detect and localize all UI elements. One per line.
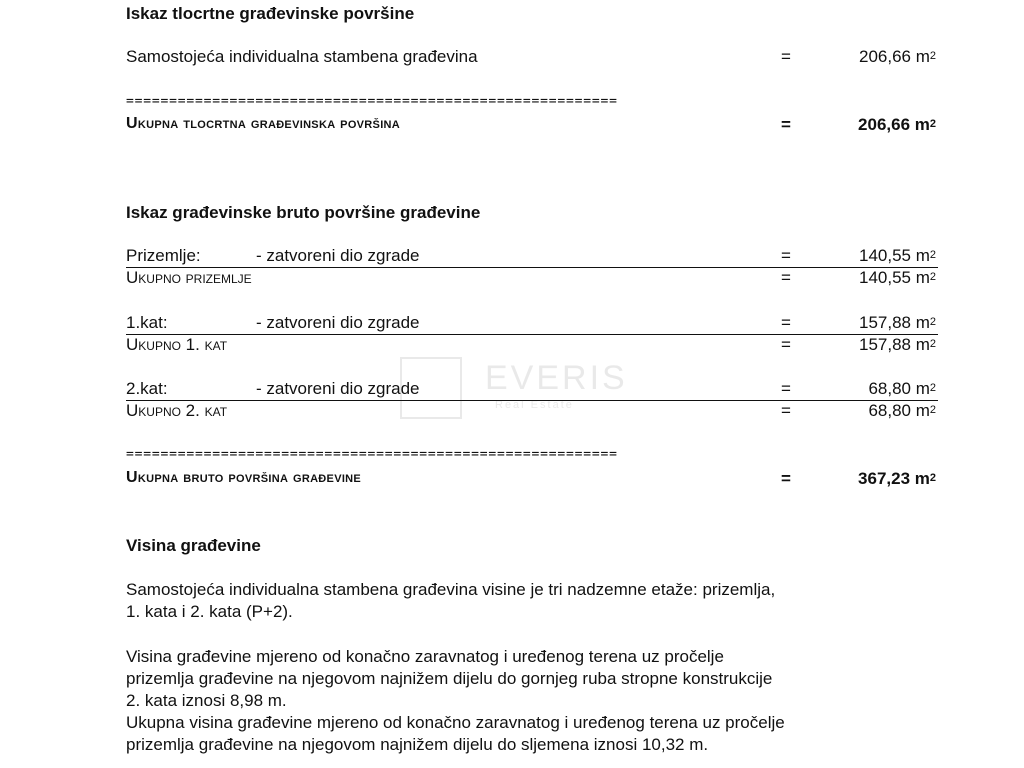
paragraph-line: prizemlja građevine na njegovom najnižem dijelu do gornjeg ruba stropne konstrukcije [126, 669, 773, 688]
row-value: 157,88 $m^2$ [858, 313, 936, 332]
row-label: Ukupno 2. kat [126, 401, 228, 420]
separator-line: ========================================================= [126, 94, 618, 109]
separator-line: ========================================================= [126, 447, 618, 462]
paragraph-line: 2. kata iznosi 8,98 m. [126, 691, 287, 710]
row-prizemlje [126, 246, 938, 270]
row-sublabel: - zatvoreni dio zgrade [256, 246, 420, 265]
row-label: Ukupno 1. kat [126, 335, 228, 354]
row-label: 2.kat: [126, 379, 168, 398]
row-equals: = [781, 246, 791, 265]
everis-watermark [400, 357, 630, 417]
row-value: 206,66 $m^2$ [858, 47, 936, 66]
row-value: 68,80 $m^2$ [868, 379, 936, 398]
row-equals: = [781, 47, 791, 66]
row-1kat [126, 313, 938, 337]
paragraph-visina [126, 646, 938, 756]
total-value: 367,23 $m^2$ [858, 469, 936, 488]
row-sublabel: - zatvoreni dio zgrade [256, 379, 420, 398]
paragraph-line: Samostojeća individualna stambena građevina visine je tri nadzemne etaže: prizemlja, [126, 580, 776, 599]
paragraph-line: 1. kata i 2. kata (P+2). [126, 602, 293, 621]
section-title-tlocrtna: Iskaz tlocrtne građevinske površine [126, 4, 415, 23]
section-title-visina: Visina građevine [126, 536, 261, 555]
row-label: 1.kat: [126, 313, 168, 332]
paragraph-line: Ukupna visina građevine mjereno od konačno zaravnatog i uređenog terena uz pročelje [126, 713, 785, 732]
total-equals: = [781, 469, 791, 488]
row-ukupno-prizemlje [126, 268, 938, 292]
row-value: 140,55 $m^2$ [858, 246, 936, 265]
paragraph-etaze [126, 579, 938, 623]
total-value: 206,66 $m^2$ [858, 115, 936, 134]
watermark-tagline: Real Estate [495, 399, 574, 411]
row-equals: = [781, 268, 791, 287]
row-label: Samostojeća individualna stambena građevina [126, 47, 478, 66]
row-samostojeca [126, 47, 938, 71]
total-label: Ukupna bruto površina građevine [126, 469, 362, 486]
row-value: 157,88 $m^2$ [858, 335, 936, 354]
total-tlocrtna-row [126, 115, 938, 139]
row-equals: = [781, 313, 791, 332]
row-sublabel: - zatvoreni dio zgrade [256, 313, 420, 332]
section-title-bruto: Iskaz građevinske bruto površine građevine [126, 203, 481, 222]
row-equals: = [781, 335, 791, 354]
watermark-name: EVERIS [485, 359, 628, 397]
row-equals: = [781, 401, 791, 420]
total-equals: = [781, 115, 791, 134]
row-equals: = [781, 379, 791, 398]
house-logo-icon [400, 357, 462, 419]
paragraph-line: Visina građevine mjereno od konačno zaravnatog i uređenog terena uz pročelje [126, 647, 724, 666]
row-label: Ukupno prizemlje [126, 268, 252, 287]
row-value: 68,80 $m^2$ [868, 401, 936, 420]
row-label: Prizemlje: [126, 246, 201, 265]
total-label: Ukupna tlocrtna građevinska površina [126, 115, 401, 132]
paragraph-line: prizemlja građevine na njegovom najnižem dijelu do sljemena iznosi 10,32 m. [126, 735, 709, 754]
row-value: 140,55 $m^2$ [858, 268, 936, 287]
total-bruto-row [126, 469, 938, 493]
row-ukupno-1kat [126, 335, 938, 359]
